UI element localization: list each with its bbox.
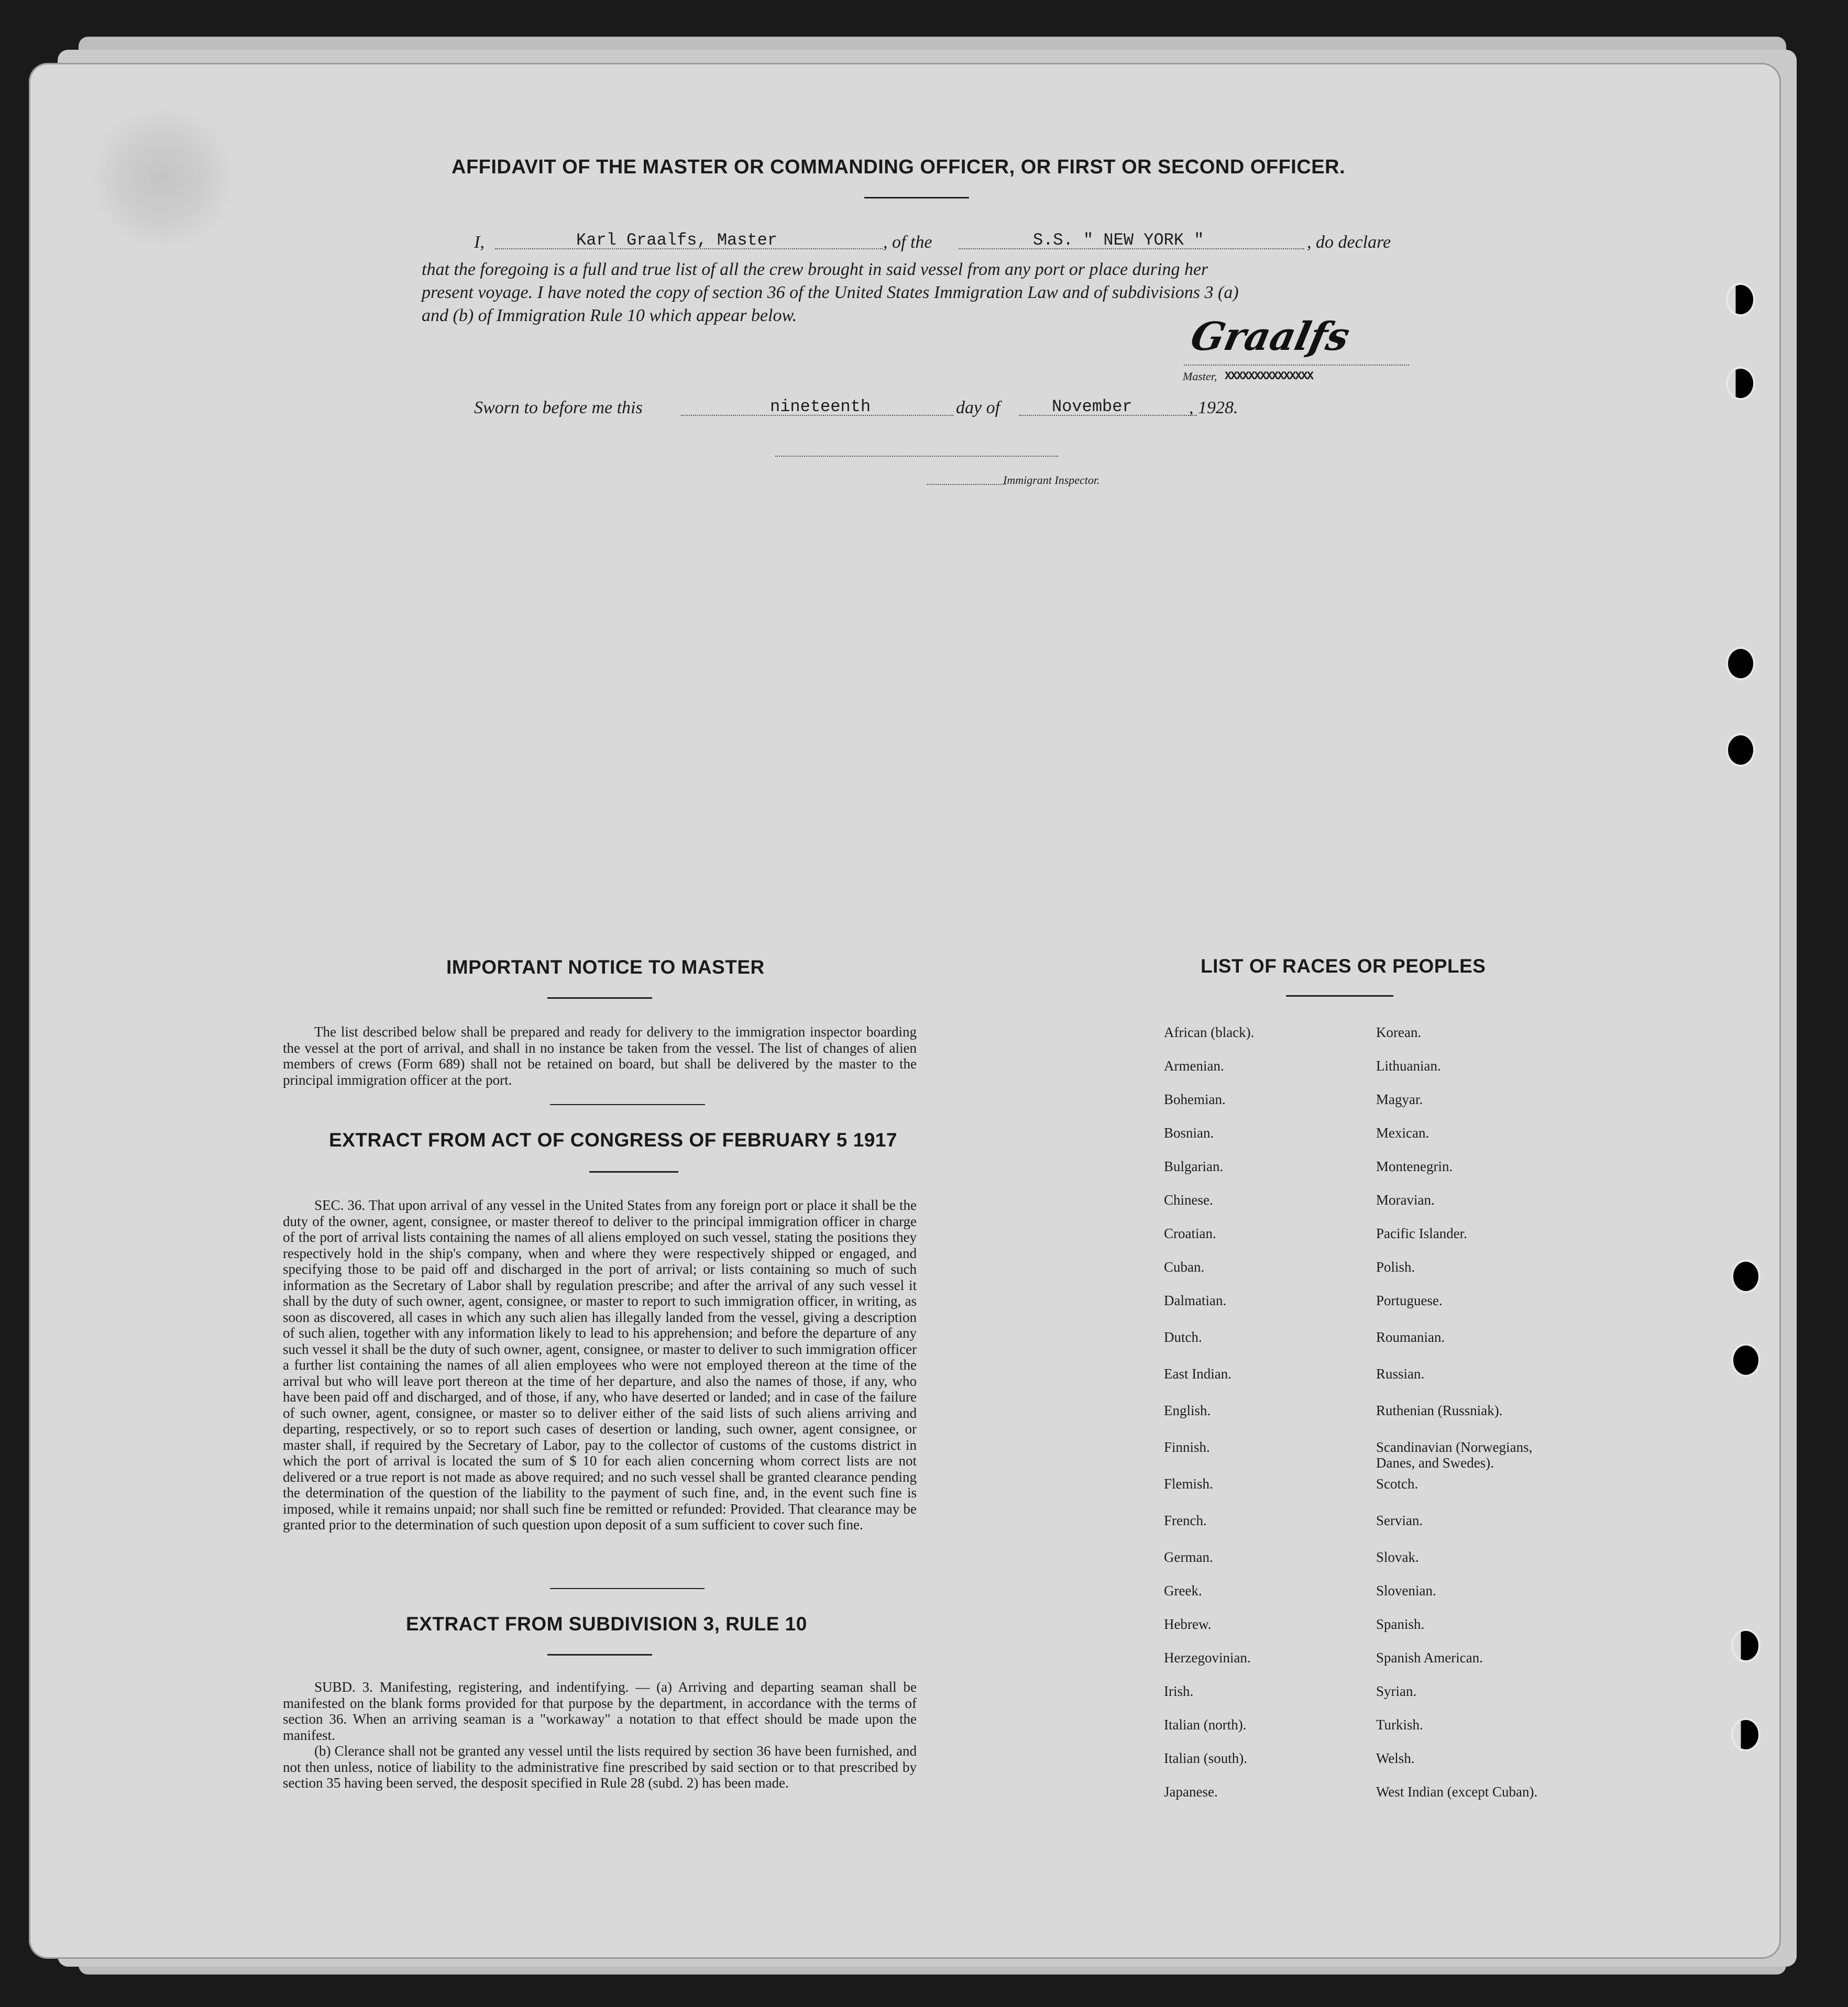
race-item: Flemish. bbox=[1164, 1476, 1213, 1492]
race-item: Scandinavian (Norwegians, Danes, and Swedes). bbox=[1376, 1439, 1533, 1471]
punch-hole bbox=[1726, 283, 1755, 316]
divider bbox=[1286, 995, 1393, 997]
race-item: African (black). bbox=[1164, 1024, 1255, 1040]
master-name: Karl Graalfs, Master bbox=[576, 230, 778, 250]
race-item: Polish. bbox=[1376, 1259, 1415, 1275]
divider bbox=[547, 997, 652, 999]
race-item: Finnish. bbox=[1164, 1439, 1210, 1455]
race-item: Irish. bbox=[1164, 1683, 1194, 1699]
race-item: Spanish. bbox=[1376, 1616, 1425, 1632]
race-item: Cuban. bbox=[1164, 1259, 1205, 1275]
divider bbox=[589, 1171, 678, 1173]
race-item: Portuguese. bbox=[1376, 1293, 1443, 1308]
day-of-label: day of bbox=[956, 398, 1000, 417]
race-item: Welsh. bbox=[1376, 1750, 1415, 1766]
race-item: Greek. bbox=[1164, 1583, 1202, 1598]
race-item: Magyar. bbox=[1376, 1091, 1423, 1107]
races-title: LIST OF RACES OR PEOPLES bbox=[1201, 955, 1486, 977]
punch-hole bbox=[1726, 647, 1755, 680]
affidavit-i: I, bbox=[474, 233, 485, 252]
act-title: EXTRACT FROM ACT OF CONGRESS OF FEBRUARY 5 1917 bbox=[329, 1129, 897, 1151]
race-item: Italian (north). bbox=[1164, 1717, 1247, 1733]
race-item: Italian (south). bbox=[1164, 1750, 1247, 1766]
divider bbox=[550, 1588, 705, 1589]
race-item: Roumanian. bbox=[1376, 1329, 1445, 1345]
race-item: Korean. bbox=[1376, 1024, 1422, 1040]
master-signature: Graalfs bbox=[1186, 314, 1354, 359]
race-item: Chinese. bbox=[1164, 1192, 1213, 1208]
affidavit-title: AFFIDAVIT OF THE MASTER OR COMMANDING OFFICER, OR FIRST OR SECOND OFFICER. bbox=[452, 156, 1346, 178]
inspector-label: Immigrant Inspector. bbox=[1003, 473, 1100, 487]
signature-line bbox=[1184, 365, 1409, 366]
race-item: Bohemian. bbox=[1164, 1091, 1226, 1107]
race-item: Dutch. bbox=[1164, 1329, 1202, 1345]
race-item: Hebrew. bbox=[1164, 1616, 1212, 1632]
race-item: Pacific Islander. bbox=[1376, 1226, 1467, 1241]
inspector-line bbox=[927, 484, 1006, 485]
struck-title: XXXXXXXXXXXXXXX bbox=[1225, 370, 1313, 383]
notice-title: IMPORTANT NOTICE TO MASTER bbox=[446, 956, 765, 978]
of-the-label: , of the bbox=[883, 233, 932, 252]
race-item: Syrian. bbox=[1376, 1683, 1417, 1699]
divider bbox=[547, 1654, 652, 1656]
affidavit-line2: that the foregoing is a full and true list of all the crew brought in said vessel from any port or place during her bbox=[422, 260, 1208, 279]
race-item: German. bbox=[1164, 1549, 1213, 1565]
document-page bbox=[29, 63, 1781, 1959]
divider bbox=[550, 1104, 705, 1105]
punch-hole bbox=[1726, 367, 1755, 400]
race-item: Herzegovinian. bbox=[1164, 1650, 1251, 1666]
race-item: East Indian. bbox=[1164, 1366, 1231, 1382]
race-item: Lithuanian. bbox=[1376, 1058, 1441, 1074]
sworn-label: Sworn to before me this bbox=[474, 398, 643, 417]
race-item: Scotch. bbox=[1376, 1476, 1418, 1492]
punch-hole bbox=[1731, 1343, 1761, 1377]
punch-hole bbox=[1726, 733, 1755, 767]
race-item: Slovak. bbox=[1376, 1549, 1419, 1565]
race-item: Japanese. bbox=[1164, 1784, 1218, 1800]
race-item: Slovenian. bbox=[1376, 1583, 1436, 1598]
race-item: English. bbox=[1164, 1403, 1211, 1418]
vessel-name: S.S. " NEW YORK " bbox=[1033, 230, 1204, 250]
race-item: Bosnian. bbox=[1164, 1125, 1214, 1141]
rule-para-a: SUBD. 3. Manifesting, registering, and indentifying. — (a) Arriving and departing seaman shall be manifested on the blank forms provided for that purpose by the department, in accordance with the terms of section 36. When an arriving seaman is a "workaway" a notation to that effect should be made upon the manifest. bbox=[283, 1679, 917, 1743]
race-item: West Indian (except Cuban). bbox=[1376, 1784, 1538, 1800]
divider bbox=[864, 197, 969, 199]
inspector-signature-line bbox=[775, 456, 1058, 457]
race-item: Servian. bbox=[1376, 1513, 1423, 1528]
master-label: Master, bbox=[1183, 370, 1217, 383]
punch-hole bbox=[1731, 1629, 1761, 1662]
race-item: Moravian. bbox=[1376, 1192, 1435, 1208]
race-item: Montenegrin. bbox=[1376, 1159, 1453, 1174]
race-item: Bulgarian. bbox=[1164, 1159, 1224, 1174]
sworn-day: nineteenth bbox=[770, 397, 871, 416]
punch-hole bbox=[1731, 1260, 1761, 1293]
affidavit-line4: and (b) of Immigration Rule 10 which appear below. bbox=[422, 306, 797, 325]
notice-text: The list described below shall be prepared and ready for delivery to the immigration inspector boarding the vessel at the port of arrival, and shall in no instance be taken from the vessel. The list of changes of alien members of crews (Form 689) shall not be retained on board, but shall be delivered by the master to the principal immigration officer at the port. bbox=[283, 1024, 917, 1088]
sworn-year: , 1928. bbox=[1189, 398, 1238, 417]
race-item: Armenian. bbox=[1164, 1058, 1224, 1074]
act-text: SEC. 36. That upon arrival of any vessel in the United States from any foreign port or place it shall be the duty of the owner, agent, consignee, or master thereof to deliver to the principal immigration officer in charge of the port of arrival lists containing the names of all aliens employed on such vessel, stating the positions they respectively hold in the ship's company, when and where they were respectively shipped or engaged, and specifying those to be paid off and discharged in the port of arrival; or lists containing so much of such information as the Secretary of Labor shall by regulation prescribe; and after the arrival of any such vessel it shall by the duty of such owner, agent, consignee, or master to report to such immigration officer, in writing, as soon as discovered, all cases in which any such alien has illegally landed from the vessel, giving a description of such alien, together with any information likely to lead to his apprehension; and before the departure of any such vessel it shall be the duty of such owner, agent, consignee, or master to deliver to such immigration officer a further list containing the names of all alien employees who were not employed thereon at the time of the arrival but who will leave port thereon at the time of her departure, and also the names of those, if any, who have been paid off and discharged, and of those, if any, who have deserted or landed; and in case of the failure of such owner, agent, consignee, or master so to deliver either of the said lists of such aliens arriving and departing, respectively, or so to report such cases of desertion or landing, such owner, agent consignee, or master shall, if required by the Secretary of Labor, pay to the collector of customs of the customs district in which the port of arrival is located the sum of $ 10 for each alien concerning whom correct lists are not delivered or a true report is not made as above required; and no such vessel shall be granted clearance pending the determination of the question of the liability to the payment of such fine, and, in the event such fine is imposed, while it remains unpaid; nor shall such fine be remitted or refunded: Provided. That clearance may be granted prior to the determination of such question upon deposit of a sum sufficient to cover such fine. bbox=[283, 1197, 917, 1532]
punch-hole bbox=[1731, 1718, 1761, 1751]
race-item: Russian. bbox=[1376, 1366, 1425, 1382]
race-item: Ruthenian (Russniak). bbox=[1376, 1403, 1503, 1418]
affidavit-line3: present voyage. I have noted the copy of section 36 of the United States Immigration Law and of subdivisions 3 (a) bbox=[422, 283, 1239, 302]
race-item: French. bbox=[1164, 1513, 1207, 1528]
sworn-month: November bbox=[1052, 397, 1132, 416]
do-declare-label: , do declare bbox=[1307, 233, 1391, 252]
race-item: Dalmatian. bbox=[1164, 1293, 1227, 1308]
race-item: Turkish. bbox=[1376, 1717, 1423, 1733]
race-item: Croatian. bbox=[1164, 1226, 1216, 1241]
rule-title: EXTRACT FROM SUBDIVISION 3, RULE 10 bbox=[406, 1613, 807, 1635]
race-item: Spanish American. bbox=[1376, 1650, 1483, 1666]
rule-para-b: (b) Clerance shall not be granted any vessel until the lists required by section 36 have been furnished, and not then unless, notice of liability to the administrative fine prescribed by said section or to that prescribed by section 35 having been served, the desposit specified in Rule 28 (subd. 2) has been made. bbox=[283, 1743, 917, 1791]
official-seal bbox=[84, 110, 241, 246]
race-item: Mexican. bbox=[1376, 1125, 1429, 1141]
